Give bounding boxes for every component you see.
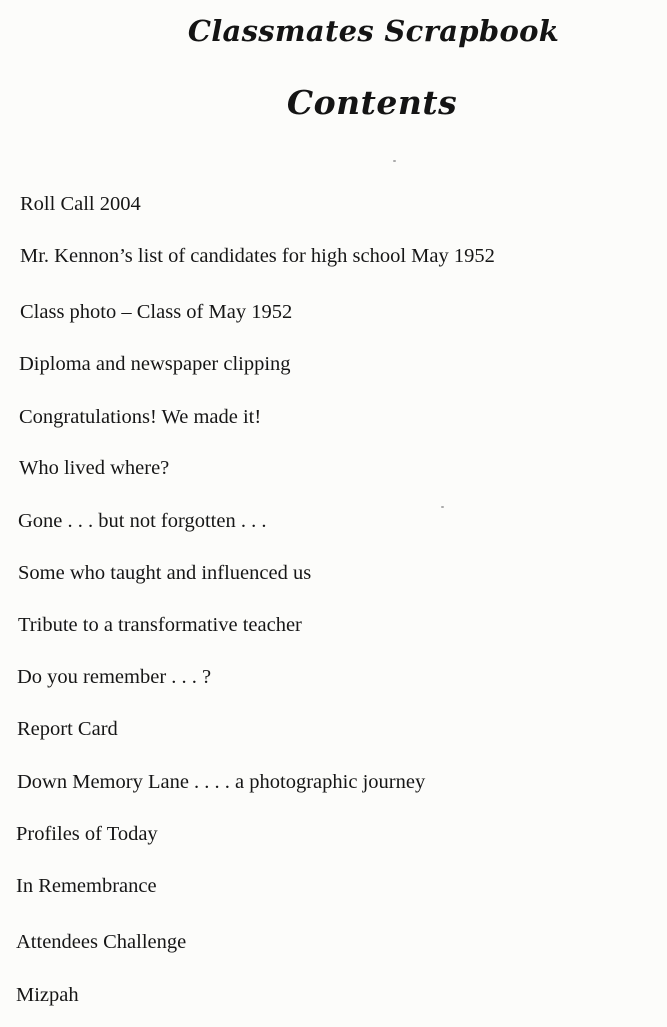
contents-entry: Who lived where? (19, 457, 170, 479)
contents-entry: Down Memory Lane . . . . a photographic journey (17, 771, 426, 793)
contents-entry: Diploma and newspaper clipping (19, 353, 291, 375)
contents-entry: Gone . . . but not forgotten . . . (18, 510, 267, 532)
contents-heading: Contents (286, 83, 458, 122)
scan-speck (441, 506, 444, 508)
contents-entry: Attendees Challenge (16, 931, 187, 953)
contents-entry: Roll Call 2004 (20, 193, 141, 215)
contents-entry: Some who taught and influenced us (18, 562, 312, 584)
contents-entry: Congratulations! We made it! (19, 406, 262, 428)
contents-entry: Tribute to a transformative teacher (18, 614, 302, 636)
contents-entry: Class photo – Class of May 1952 (20, 301, 293, 323)
contents-entry: Profiles of Today (16, 823, 158, 845)
contents-entry: In Remembrance (16, 875, 157, 897)
contents-entry: Report Card (17, 718, 118, 740)
contents-entry: Mizpah (16, 984, 79, 1006)
contents-entry: Mr. Kennon’s list of candidates for high school May 1952 (20, 245, 495, 267)
document-title: Classmates Scrapbook (187, 14, 560, 48)
contents-entry: Do you remember . . . ? (17, 666, 212, 688)
scan-speck (393, 160, 396, 162)
